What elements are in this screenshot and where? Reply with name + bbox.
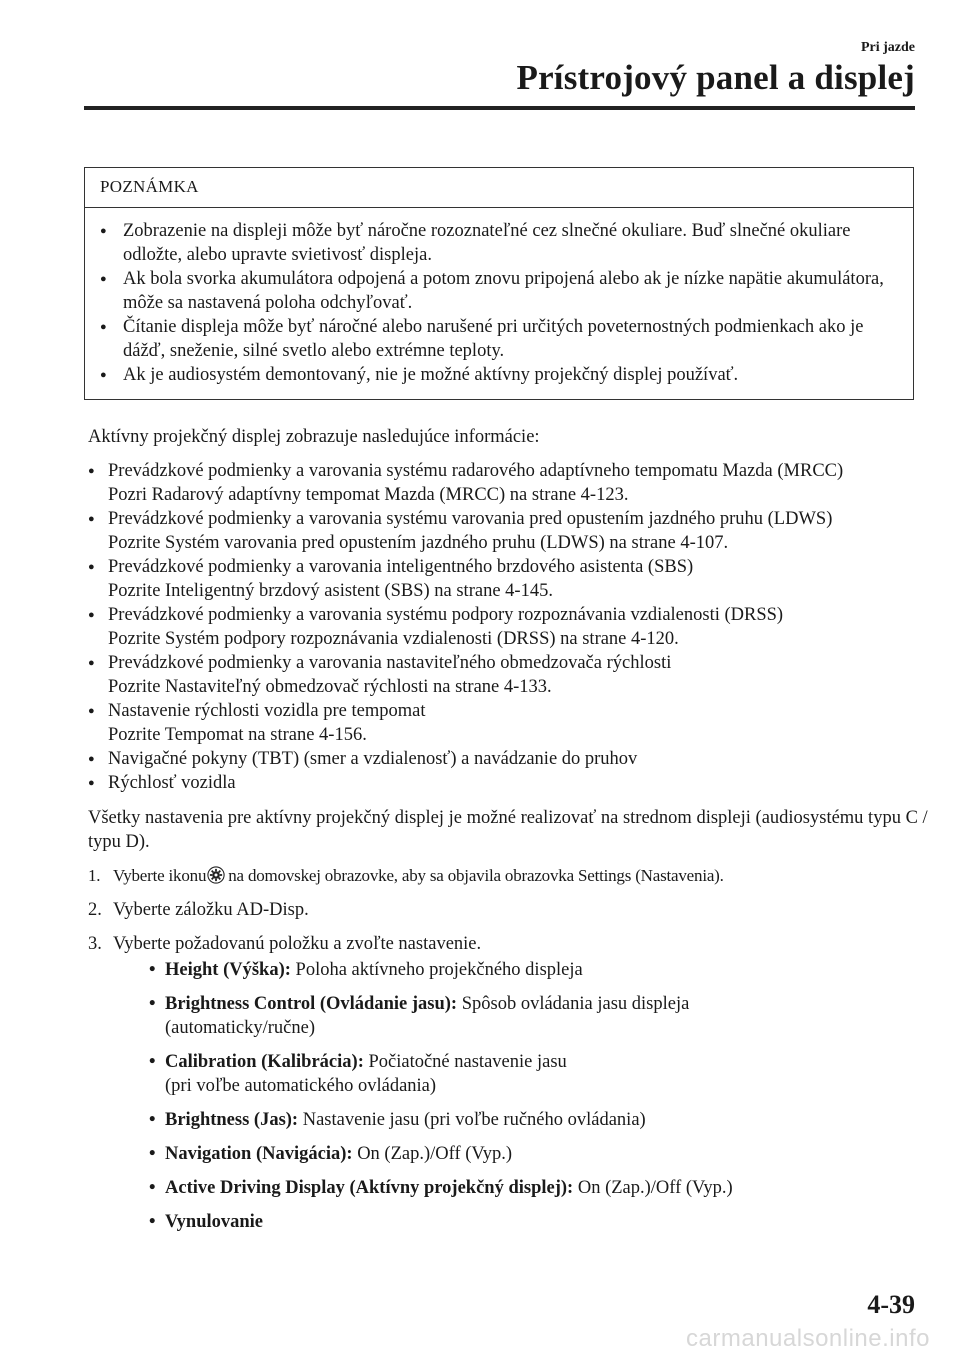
step-number: 2. xyxy=(88,900,102,920)
option-item xyxy=(149,1176,928,1200)
info-item-text: Prevádzkové podmienky a varovania inteligentného brzdového asistenta (SBS) xyxy=(108,557,694,577)
info-item xyxy=(88,651,928,699)
option-label: Navigation (Navigácia): xyxy=(165,1144,353,1164)
bullet-icon: ● xyxy=(88,465,95,477)
bullet-icon: ● xyxy=(100,321,107,333)
bullet-icon: ● xyxy=(88,609,95,621)
bullet-icon: ● xyxy=(88,561,95,573)
step-number: 3. xyxy=(88,934,102,954)
bullet-icon: ● xyxy=(100,225,107,237)
bullet-icon: ● xyxy=(88,513,95,525)
option-label: Brightness Control (Ovládanie jasu): xyxy=(165,994,458,1014)
option-label: Calibration (Kalibrácia): xyxy=(165,1052,364,1072)
cross-reference: Pozrite Systém podpory rozpoznávania vzdialenosti (DRSS) na strane 4-120. xyxy=(108,629,679,649)
settings-paragraph: Všetky nastavenia pre aktívny projekčný displej je možné realizovať na strednom displeji (audiosystému typu C / typu D). xyxy=(88,808,928,852)
info-item-text: Nastavenie rýchlosti vozidla pre tempomat xyxy=(108,701,426,721)
cross-reference: Pozrite Tempomat na strane 4-156. xyxy=(108,725,367,745)
steps-list xyxy=(88,864,928,1234)
option-description-continued: (pri voľbe automatického ovládania) xyxy=(165,1076,437,1096)
bullet-icon: • xyxy=(149,960,156,980)
note-item-text: Ak bola svorka akumulátora odpojená a potom znovu pripojená alebo ak je nízke napätie akumulátora, môže sa nastavená poloha odchyľovať. xyxy=(123,269,884,313)
step-item xyxy=(88,898,928,922)
option-item xyxy=(149,1108,928,1132)
info-item-text: Prevádzkové podmienky a varovania systému podpory rozpoznávania vzdialenosti (DRSS) xyxy=(108,605,784,625)
option-description: On (Zap.)/Off (Vyp.) xyxy=(577,1178,733,1198)
info-item xyxy=(88,555,928,603)
step-item xyxy=(88,932,928,1234)
settings-gear-icon xyxy=(207,866,225,884)
step-text: Vyberte požadovanú položku a zvoľte nastavenie. xyxy=(113,934,482,954)
bullet-icon: ● xyxy=(88,753,95,765)
step-number: 1. xyxy=(88,866,101,885)
page-number: 4-39 xyxy=(867,1290,915,1319)
watermark: carmanualsonline.info xyxy=(686,1325,930,1352)
bullet-icon: • xyxy=(149,1052,156,1072)
bullet-icon: ● xyxy=(100,273,107,285)
main-content xyxy=(88,425,928,1244)
option-description: Nastavenie jasu (pri voľbe ručného ovládania) xyxy=(302,1110,646,1130)
bullet-icon: • xyxy=(149,1144,156,1164)
option-item xyxy=(149,1050,928,1098)
intro-paragraph: Aktívny projekčný displej zobrazuje nasledujúce informácie: xyxy=(88,427,540,447)
note-item-text: Čítanie displeja môže byť náročné alebo narušené pri určitých poveternostných podmienkach ako je dážď, sneženie, silné svetlo alebo extrémne teploty. xyxy=(123,317,864,361)
options-list xyxy=(113,958,928,1234)
section-label: Pri jazde xyxy=(860,40,915,55)
option-label: Vynulovanie xyxy=(165,1212,264,1232)
bullet-icon: ● xyxy=(88,777,95,789)
info-item xyxy=(88,603,928,651)
note-heading: POZNÁMKA xyxy=(85,168,913,208)
option-description: On (Zap.)/Off (Vyp.) xyxy=(357,1144,512,1164)
info-item xyxy=(88,507,928,555)
option-label: Height (Výška): xyxy=(165,960,291,980)
step-text-after-icon: na domovskej obrazovke, aby sa objavila obrazovka Settings (Nastavenia). xyxy=(228,866,724,885)
note-item xyxy=(100,219,903,267)
info-item xyxy=(88,459,928,507)
note-item xyxy=(100,267,903,315)
bullet-icon: • xyxy=(149,1178,156,1198)
info-item xyxy=(88,747,928,771)
option-item xyxy=(149,1210,928,1234)
note-item-text: Ak je audiosystém demontovaný, nie je možné aktívny projekčný displej používať. xyxy=(123,365,739,385)
bullet-icon: • xyxy=(149,994,156,1014)
info-item xyxy=(88,771,928,795)
page-title: Prístrojový panel a displej xyxy=(516,58,915,97)
option-description: Počiatočné nastavenie jasu xyxy=(368,1052,567,1072)
bullet-icon: • xyxy=(149,1212,156,1232)
bullet-icon: ● xyxy=(88,657,95,669)
note-item xyxy=(100,363,903,387)
note-item xyxy=(100,315,903,363)
info-item xyxy=(88,699,928,747)
info-item-text: Prevádzkové podmienky a varovania systému radarového adaptívneho tempomatu Mazda (MRCC) xyxy=(108,461,844,481)
cross-reference: Pozrite Systém varovania pred opustením jazdného pruhu (LDWS) na strane 4-107. xyxy=(108,533,729,553)
cross-reference: Pozri Radarový adaptívny tempomat Mazda (MRCC) na strane 4-123. xyxy=(108,485,629,505)
header-divider xyxy=(84,106,915,110)
option-item xyxy=(149,958,928,982)
info-item-text: Prevádzkové podmienky a varovania systému varovania pred opustením jazdného pruhu (LDWS) xyxy=(108,509,833,529)
note-box xyxy=(84,167,914,400)
step-text: Vyberte záložku AD-Disp. xyxy=(113,900,309,920)
cross-reference: Pozrite Nastaviteľný obmedzovač rýchlosti na strane 4-133. xyxy=(108,677,552,697)
info-item-text: Rýchlosť vozidla xyxy=(108,773,236,793)
option-description-continued: (automaticky/ručne) xyxy=(165,1018,315,1038)
bullet-icon: • xyxy=(149,1110,156,1130)
info-item-text: Navigačné pokyny (TBT) (smer a vzdialenosť) a navádzanie do pruhov xyxy=(108,749,638,769)
option-label: Brightness (Jas): xyxy=(165,1110,299,1130)
info-item-text: Prevádzkové podmienky a varovania nastaviteľného obmedzovača rýchlosti xyxy=(108,653,672,673)
step-item xyxy=(88,864,928,888)
option-description: Spôsob ovládania jasu displeja xyxy=(461,994,690,1014)
bullet-icon: ● xyxy=(88,705,95,717)
option-item xyxy=(149,992,928,1040)
option-description: Poloha aktívneho projekčného displeja xyxy=(295,960,583,980)
note-list xyxy=(85,208,913,399)
bullet-icon: ● xyxy=(100,369,107,381)
info-list xyxy=(88,459,928,795)
option-label: Active Driving Display (Aktívny projekčný displej): xyxy=(165,1178,574,1198)
step-text-before-icon: Vyberte ikonu xyxy=(113,866,207,885)
note-item-text: Zobrazenie na displeji môže byť náročne rozoznateľné cez slnečné okuliare. Buď slnečné okuliare odložte, alebo upravte svietivosť displeja. xyxy=(123,221,851,265)
option-item xyxy=(149,1142,928,1166)
cross-reference: Pozrite Inteligentný brzdový asistent (SBS) na strane 4-145. xyxy=(108,581,553,601)
